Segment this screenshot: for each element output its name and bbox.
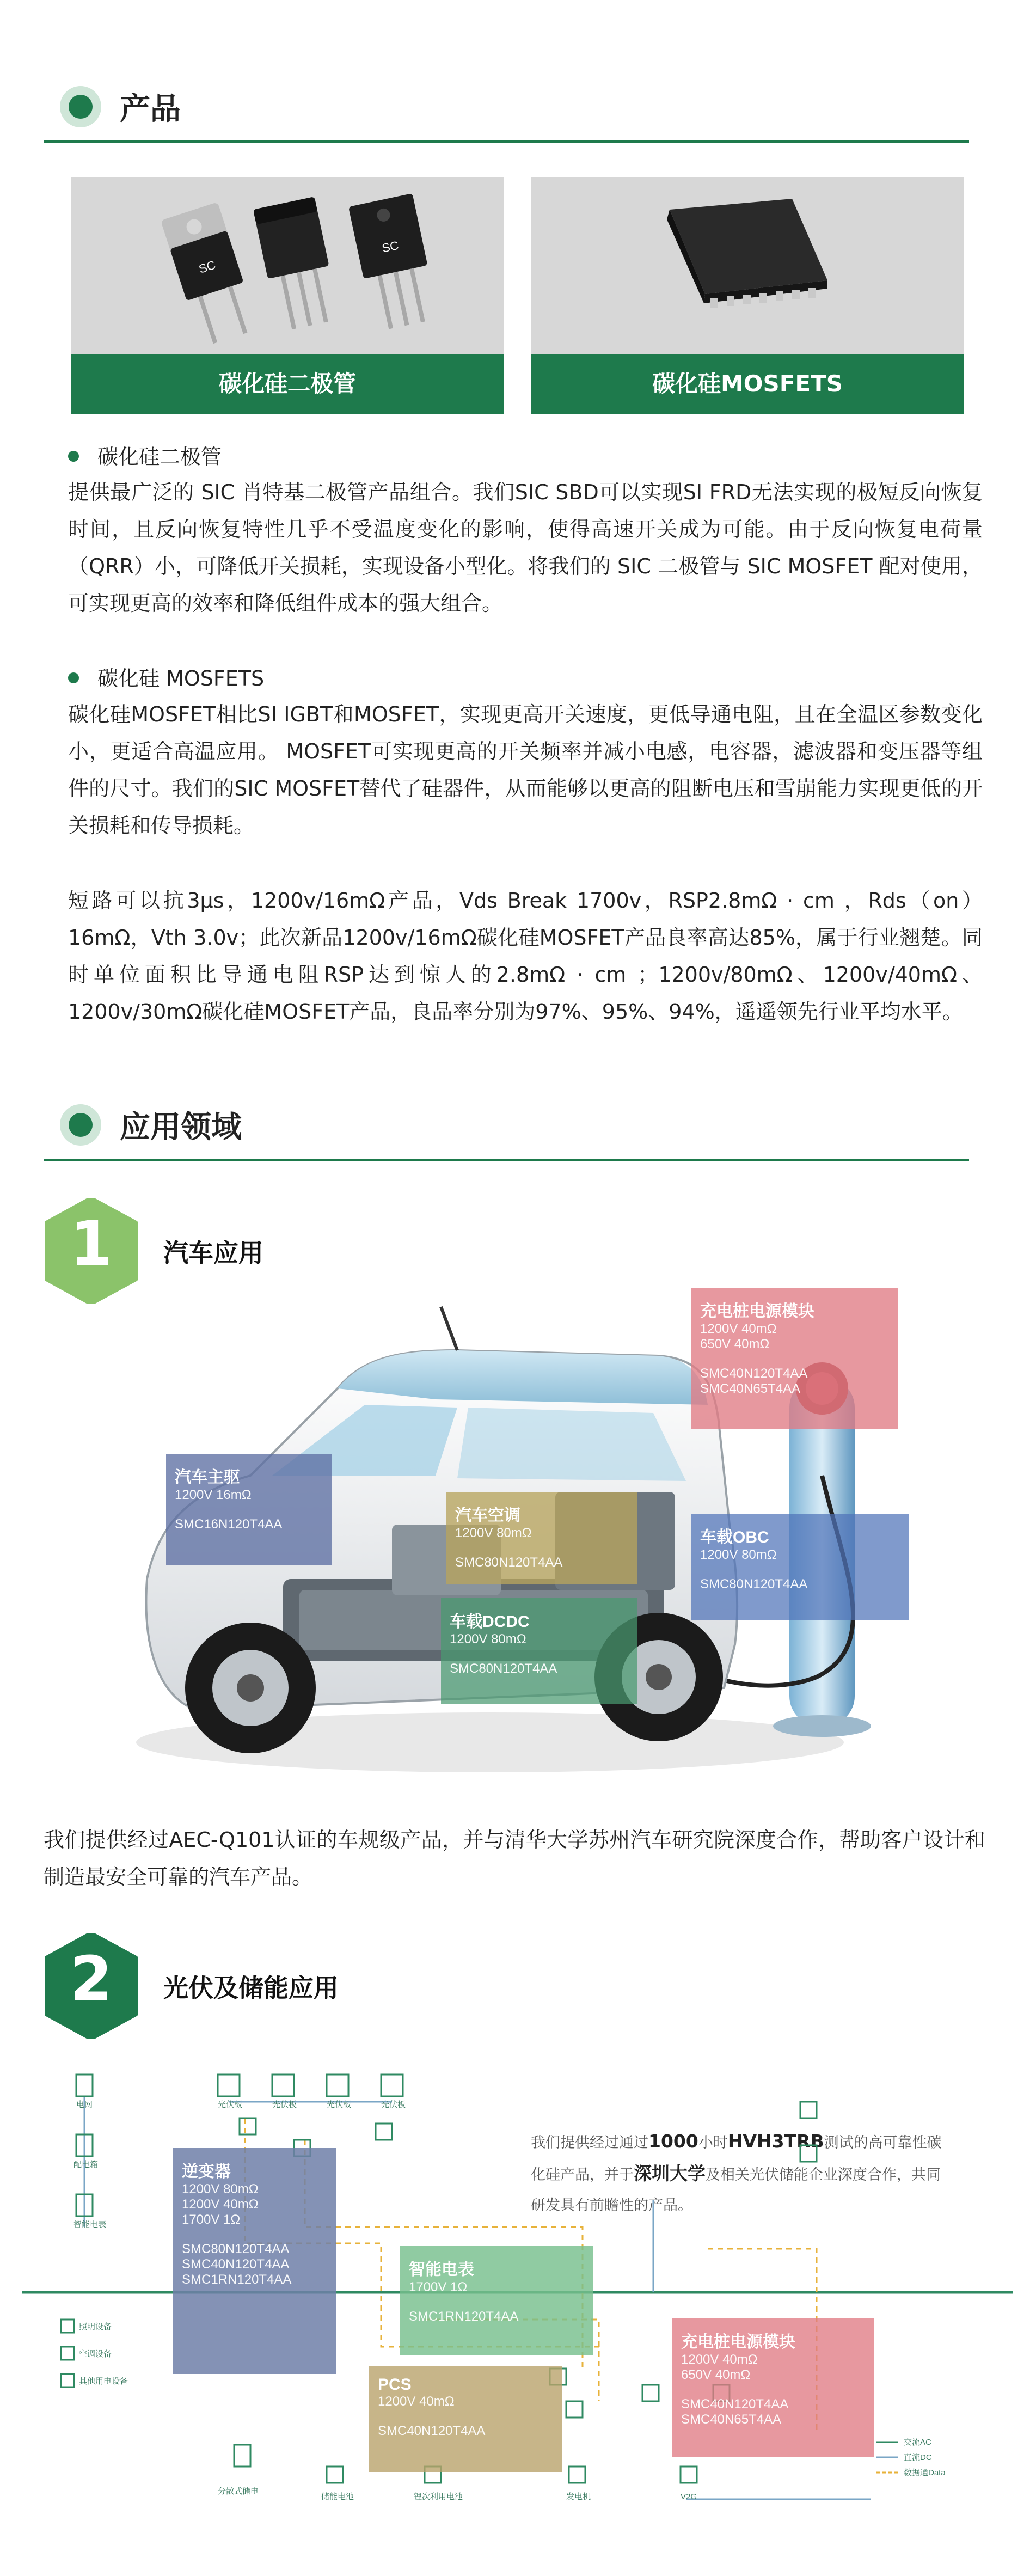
overlay-dcdc[interactable] [441,1598,637,1704]
auto-paragraph: 我们提供经过AEC-Q101认证的车规级产品，并与清华大学苏州汽车研究院深度合作，帮助客户设计和制造最安全可靠的汽车产品。 [44,1828,985,1889]
overlay-part: SMC40N65T4AA [681,2412,782,2427]
number-badge-1: 1 [44,1198,139,1304]
overlay-smart-meter[interactable] [400,2246,593,2355]
auto-application-title: 汽车应用 [163,1238,263,1268]
overlay-inverter[interactable] [173,2148,336,2374]
diode-paragraph: 提供最广泛的 SIC 肖特基二极管产品组合。我们SIC SBD可以实现SI FRD无法实现的极短反向恢复时间，且反向恢复特性几乎不受温度变化的影响，使得高速开关成为可能。由于反向恢复电荷量（QRR）小，可降低开关损耗，实现设备小型化。将我们的 SIC 二极管与 SIC MOSFET 配对使用，可实现更高的效率和降低组件成本的强大组合。 [68,480,983,615]
section-title: 应用领域 [120,1110,242,1145]
legend-label: 数据通Data [904,2468,946,2477]
overlay-title: 汽车主驱 [175,1468,240,1486]
overlay-part: SMC40N120T4AA [681,2397,789,2412]
overlay-part: SMC40N65T4AA [700,1381,801,1396]
product-card-label: 碳化硅MOSFETS [531,354,964,414]
overlay-spec: 1700V 1Ω [182,2212,241,2227]
diagram-label: V2G [681,2492,697,2501]
diode-package-image [71,177,504,354]
product-card-label: 碳化硅二极管 [71,354,504,414]
overlay-title: 汽车空调 [455,1507,520,1525]
overlay-part: SMC40N120T4AA [378,2424,486,2438]
diagram-label: 智能电表 [73,2220,107,2229]
chip-marking: SC [197,258,217,276]
pv-description: 我们提供经过通过1000小时HVH3TRB测试的高可靠性碳化硅产品，并于深圳大学及相关光伏储能企业深度合作，共同研发具有前瞻性的产品。 [531,2131,942,2214]
overlay-spec: 1200V 80mΩ [450,1632,526,1647]
section-dot-icon [60,1104,101,1146]
section-divider [44,1159,969,1161]
overlay-title: 充电桩电源模块 [700,1302,814,1320]
overlay-spec: 1200V 16mΩ [175,1488,252,1502]
number-badge-2: 2 [44,1933,139,2039]
diagram-label: 电网 [76,2100,93,2109]
spec-highlight-paragraph: 短路可以抗3μs，1200v/16mΩ产品，Vds Break 1700v，RSP2.8mΩ · cm ，Rds（on）16mΩ，Vth 3.0v；此次新品1200v/16mΩ碳化硅MOSFET产品良率高达85%，属于行业翘楚。同时单位面积比导通电阻RSP达到惊人的2.8mΩ · cm ；1200v/80mΩ、1200v/40mΩ、1200v/30mΩ碳化硅MOSFET产品，良品率分别为97%、95%、94%，遥遥领先行业平均水平。 [68,889,983,1024]
overlay-charging-module[interactable] [691,1288,898,1429]
overlay-part: SMC1RN120T4AA [409,2309,519,2324]
overlay-part: SMC40N120T4AA [700,1366,808,1381]
overlay-pv-charging-module[interactable] [672,2318,874,2457]
overlay-title: 车载OBC [700,1528,769,1546]
diagram-label: 分散式储电 [218,2487,259,2496]
overlay-title: PCS [378,2376,412,2394]
overlay-spec: 1200V 40mΩ [700,1321,777,1336]
overlay-title: 车载DCDC [450,1613,530,1631]
product-card-mosfet[interactable] [531,177,964,414]
overlay-part: SMC40N120T4AA [182,2257,290,2272]
overlay-spec: 1200V 40mΩ [182,2197,259,2212]
diagram-label: 照明设备 [79,2322,112,2332]
legend-label: 直流DC [904,2453,932,2462]
overlay-spec: 650V 40mΩ [681,2367,751,2382]
section-header-products [44,82,969,147]
product-card-diode[interactable] [71,177,504,414]
diagram-label: 空调设备 [79,2349,112,2359]
diagram-label: 储能电池 [321,2492,354,2501]
diagram-label: 光伏板 [218,2100,243,2109]
diode-heading: 碳化硅二极管 [68,440,222,470]
overlay-title: 逆变器 [182,2163,231,2181]
legend-label: 交流AC [904,2438,931,2447]
section-title: 产品 [120,91,181,127]
pv-application-title: 光伏及储能应用 [163,1973,339,2003]
section-dot-icon [60,86,101,127]
overlay-spec: 1200V 40mΩ [681,2352,758,2367]
diagram-label: 光伏板 [327,2100,352,2109]
overlay-spec: 1200V 80mΩ [700,1547,777,1562]
mosfet-package-image [531,177,964,354]
mosfet-paragraph: 碳化硅MOSFET相比SI IGBT和MOSFET，实现更高开关速度，更低导通电阻，且在全温区参数变化小，更适合高温应用。 MOSFET可实现更高的开关频率并减小电感，电容器，滤波器和变压器等组件的尺寸。我们的SIC MOSFET替代了硅器件，从而能够以更高的阻断电压和雪崩能力实现更低的开关损耗和传导损耗。 [68,702,983,837]
overlay-onboard-charger[interactable] [691,1514,909,1620]
diagram-label: 发电机 [566,2492,591,2501]
overlay-spec: 1200V 80mΩ [182,2182,259,2196]
overlay-title: 智能电表 [409,2261,474,2279]
mosfet-heading: 碳化硅 MOSFETS [68,662,264,692]
overlay-title: 充电桩电源模块 [681,2333,795,2351]
overlay-part: SMC80N120T4AA [700,1577,808,1592]
overlay-part: SMC80N120T4AA [182,2242,290,2256]
overlay-part: SMC16N120T4AA [175,1517,283,1532]
overlay-spec: 650V 40mΩ [700,1337,770,1351]
chip-marking: SC [381,238,400,255]
overlay-spec: 1200V 80mΩ [455,1526,532,1540]
diagram-label: 其他用电设备 [79,2377,128,2386]
overlay-spec: 1200V 40mΩ [378,2394,455,2409]
overlay-part: SMC80N120T4AA [450,1661,557,1676]
overlay-main-drive[interactable] [166,1454,332,1565]
diagram-label: 配电箱 [73,2160,99,2169]
section-divider [44,140,969,143]
overlay-pcs[interactable] [369,2366,562,2472]
section-header-applications [44,1100,969,1165]
overlay-part: SMC80N120T4AA [455,1555,563,1570]
overlay-part: SMC1RN120T4AA [182,2272,292,2287]
diagram-label: 光伏板 [381,2100,406,2109]
diagram-label: 光伏板 [272,2100,297,2109]
overlay-air-conditioning[interactable] [446,1492,637,1584]
diagram-label: 锂次利用电池 [414,2492,463,2501]
overlay-spec: 1700V 1Ω [409,2280,468,2294]
